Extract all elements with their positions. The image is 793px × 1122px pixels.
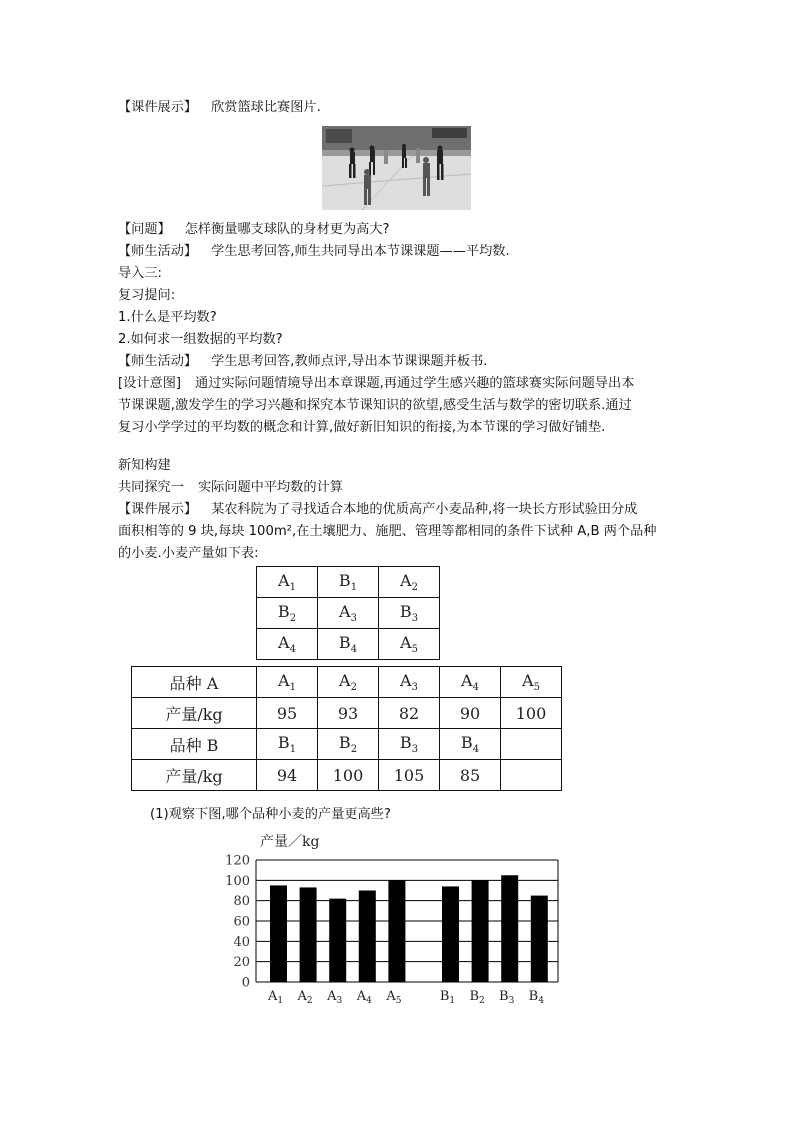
plot-cell: $B_1$ — [318, 567, 379, 598]
tag-label: 【师生活动】 — [118, 354, 198, 369]
x-tick-label: $A_3$ — [327, 989, 343, 1006]
bar — [300, 887, 317, 982]
line-question — [118, 220, 390, 239]
field-plot-grid — [256, 566, 440, 660]
line-design-intent-2: 节课课题,激发学生的学习兴趣和探究本节课知识的欲望,感受生活与数学的密切联系.通过 — [118, 398, 632, 413]
line-courseware-2 — [118, 500, 637, 519]
plot-cell: $A_3$ — [318, 598, 379, 629]
table-cell — [501, 729, 562, 760]
tag-label: 【问题】 — [118, 222, 171, 237]
table-row — [257, 598, 440, 629]
x-tick-label: $A_4$ — [356, 989, 372, 1006]
yield-table — [131, 666, 562, 791]
table-row — [257, 629, 440, 660]
table-cell: 90 — [440, 698, 501, 729]
bar — [329, 899, 346, 982]
basketball-photo — [322, 126, 471, 210]
line-problem-2: 面积相等的 9 块,每块 100m²,在土壤肥力、施肥、管理等都相同的条件下试种 A,B 两个品种 — [118, 524, 657, 539]
plot-cell: $A_2$ — [379, 567, 440, 598]
subsection-title: 实际问题中平均数的计算 — [197, 480, 343, 495]
table-cell: $A_5$ — [501, 667, 562, 698]
question-1: (1)观察下图,哪个品种小麦的产量更高些? — [150, 807, 391, 822]
line-text: 学生思考回答,师生共同导出本节课课题——平均数. — [211, 244, 510, 259]
line-text: 通过实际问题情境导出本章课题,再通过学生感兴趣的篮球赛实际问题导出本 — [195, 376, 635, 391]
table-cell: $A_3$ — [379, 667, 440, 698]
subsection-number: 共同探究一 — [118, 480, 184, 495]
table-cell: $B_1$ — [257, 729, 318, 760]
table-cell: 85 — [440, 760, 501, 791]
x-tick-label: $A_1$ — [267, 989, 284, 1006]
table-row — [132, 698, 562, 729]
plot-cell: $A_5$ — [379, 629, 440, 660]
line-activity-1 — [118, 242, 510, 261]
table-cell: $B_2$ — [318, 729, 379, 760]
bar — [531, 896, 548, 982]
line-courseware-1 — [118, 98, 321, 117]
line-text: 欣赏篮球比赛图片. — [211, 100, 321, 115]
yield-bar-chart — [225, 830, 568, 1015]
x-tick-label: $B_3$ — [499, 989, 515, 1006]
line-design-intent — [118, 374, 634, 393]
y-tick-label: 100 — [225, 873, 250, 889]
table-row — [132, 667, 562, 698]
y-tick-label: 60 — [233, 914, 250, 930]
bar — [501, 875, 518, 982]
x-tick-label: $B_1$ — [439, 989, 456, 1006]
table-cell: 100 — [318, 760, 379, 791]
table-row — [257, 567, 440, 598]
tag-label: [设计意图] — [118, 376, 182, 391]
plot-cell: $A_4$ — [257, 629, 318, 660]
line-intro-3: 导入三: — [118, 266, 163, 281]
tag-label: 【课件展示】 — [118, 100, 198, 115]
y-tick-label: 0 — [241, 975, 250, 991]
bar — [270, 885, 287, 982]
row-header: 品种 B — [132, 729, 257, 760]
plot-cell: $B_3$ — [379, 598, 440, 629]
line-text: 学生思考回答,教师点评,导出本节课课题并板书. — [211, 354, 488, 369]
line-text: 怎样衡量哪支球队的身材更为高大? — [184, 222, 390, 237]
line-review-q1: 1.什么是平均数? — [118, 310, 217, 325]
table-cell: $A_4$ — [440, 667, 501, 698]
y-tick-label: 20 — [233, 955, 250, 971]
row-header: 产量/kg — [132, 698, 257, 729]
row-header: 产量/kg — [132, 760, 257, 791]
line-design-intent-3: 复习小学学过的平均数的概念和计算,做好新旧知识的衔接,为本节课的学习做好铺垫. — [118, 420, 606, 435]
table-cell: $B_3$ — [379, 729, 440, 760]
table-cell: $A_1$ — [257, 667, 318, 698]
y-tick-label: 120 — [225, 853, 250, 869]
table-cell: 93 — [318, 698, 379, 729]
table-cell: $B_4$ — [440, 729, 501, 760]
y-tick-label: 80 — [233, 894, 250, 910]
x-tick-label: $A_5$ — [386, 989, 402, 1006]
bar — [472, 880, 489, 982]
section-heading: 新知构建 — [118, 458, 171, 473]
line-review: 复习提问: — [118, 288, 176, 303]
row-header: 品种 A — [132, 667, 257, 698]
line-review-q2: 2.如何求一组数据的平均数? — [118, 332, 283, 347]
line-text: 某农科院为了寻找适合本地的优质高产小麦品种,将一块长方形试验田分成 — [211, 502, 638, 517]
tag-label: 【师生活动】 — [118, 244, 198, 259]
table-cell: 94 — [257, 760, 318, 791]
table-cell: 82 — [379, 698, 440, 729]
plot-cell: $B_2$ — [257, 598, 318, 629]
x-tick-label: $B_4$ — [528, 989, 544, 1006]
plot-cell: $A_1$ — [257, 567, 318, 598]
bar — [359, 891, 376, 983]
y-axis-label: 产量／kg — [260, 834, 320, 850]
table-row — [132, 729, 562, 760]
x-tick-label: $B_2$ — [469, 989, 485, 1006]
table-cell — [501, 760, 562, 791]
table-cell: 105 — [379, 760, 440, 791]
x-tick-label: $A_2$ — [297, 989, 313, 1006]
tag-label: 【课件展示】 — [118, 502, 198, 517]
bar — [388, 880, 405, 982]
table-cell: 95 — [257, 698, 318, 729]
subsection-heading — [118, 478, 343, 497]
line-problem-3: 的小麦.小麦产量如下表: — [118, 546, 259, 561]
bar — [442, 886, 459, 982]
table-cell: $A_2$ — [318, 667, 379, 698]
line-activity-2 — [118, 352, 487, 371]
table-cell: 100 — [501, 698, 562, 729]
y-tick-label: 40 — [233, 934, 250, 950]
table-row — [132, 760, 562, 791]
plot-cell: $B_4$ — [318, 629, 379, 660]
